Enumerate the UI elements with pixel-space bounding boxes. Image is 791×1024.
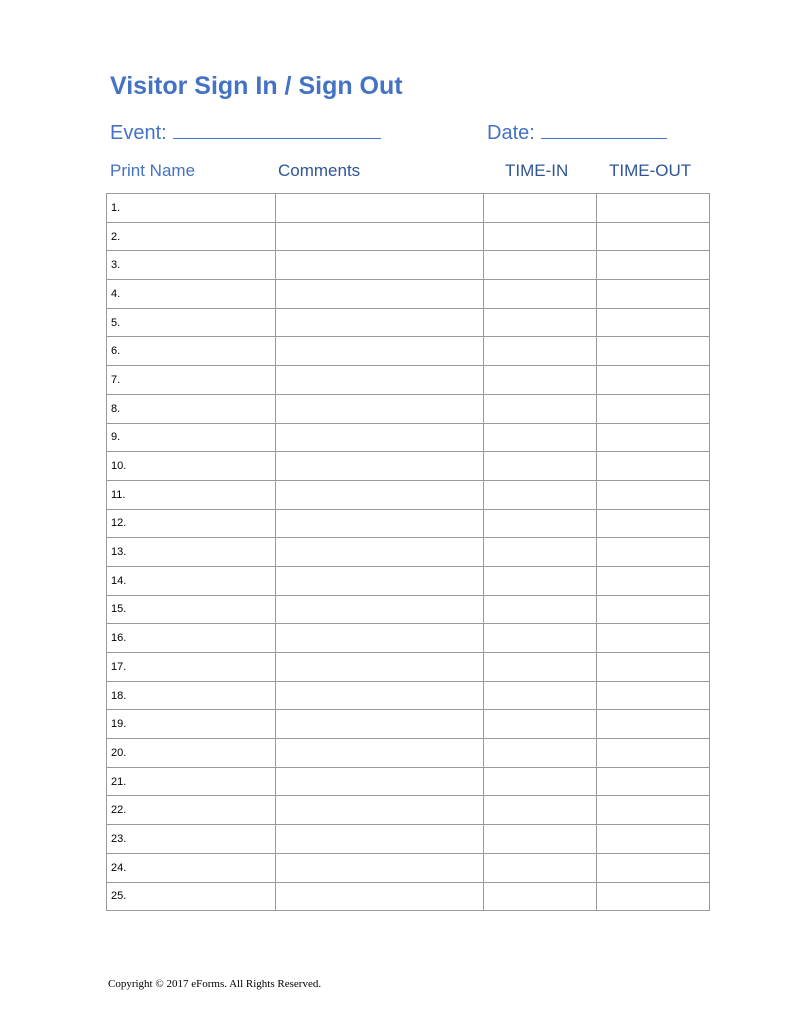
comments-cell[interactable] xyxy=(276,251,484,280)
row-number: 10. xyxy=(111,460,127,473)
comments-cell[interactable] xyxy=(276,337,484,366)
time-in-cell[interactable] xyxy=(484,251,597,280)
row-number: 7. xyxy=(111,373,121,386)
name-cell[interactable] xyxy=(107,653,276,682)
name-cell[interactable] xyxy=(107,366,276,395)
row-number: 11. xyxy=(111,488,126,501)
time-in-cell[interactable] xyxy=(484,825,597,854)
comments-cell[interactable] xyxy=(276,653,484,682)
name-cell[interactable] xyxy=(107,509,276,538)
row-number: 13. xyxy=(111,546,127,559)
date-label: Date: xyxy=(487,122,535,144)
time-out-cell[interactable] xyxy=(597,251,710,280)
time-out-cell[interactable] xyxy=(597,366,710,395)
date-blank-line[interactable] xyxy=(541,118,667,139)
row-number: 9. xyxy=(111,431,121,444)
comments-cell[interactable] xyxy=(276,595,484,624)
table-row xyxy=(107,624,710,653)
table-row xyxy=(107,595,710,624)
row-number: 24. xyxy=(111,861,127,874)
row-number: 25. xyxy=(111,890,127,903)
sign-in-table xyxy=(106,193,710,911)
time-in-cell[interactable] xyxy=(484,681,597,710)
table-row xyxy=(107,882,710,911)
comments-cell[interactable] xyxy=(276,280,484,309)
table-row xyxy=(107,308,710,337)
time-in-cell[interactable] xyxy=(484,653,597,682)
date-field xyxy=(487,118,667,145)
time-out-cell[interactable] xyxy=(597,739,710,768)
row-number: 5. xyxy=(111,316,121,329)
name-cell[interactable] xyxy=(107,308,276,337)
time-out-cell[interactable] xyxy=(597,681,710,710)
table-row xyxy=(107,538,710,567)
time-in-cell[interactable] xyxy=(484,480,597,509)
comments-cell[interactable] xyxy=(276,767,484,796)
row-number: 16. xyxy=(111,632,127,645)
name-cell[interactable] xyxy=(107,710,276,739)
comments-cell[interactable] xyxy=(276,366,484,395)
time-in-cell[interactable] xyxy=(484,509,597,538)
row-number: 3. xyxy=(111,259,121,272)
comments-cell[interactable] xyxy=(276,624,484,653)
event-blank-line[interactable] xyxy=(173,118,381,139)
time-out-cell[interactable] xyxy=(597,882,710,911)
row-number: 8. xyxy=(111,402,121,415)
row-number: 19. xyxy=(111,718,127,731)
comments-cell[interactable] xyxy=(276,681,484,710)
table-row xyxy=(107,566,710,595)
table-row xyxy=(107,681,710,710)
copyright-notice: Copyright © 2017 eForms. All Rights Reserved. xyxy=(108,978,322,990)
time-in-cell[interactable] xyxy=(484,394,597,423)
time-out-cell[interactable] xyxy=(597,566,710,595)
comments-cell[interactable] xyxy=(276,423,484,452)
time-in-cell[interactable] xyxy=(484,366,597,395)
time-in-cell[interactable] xyxy=(484,739,597,768)
comments-cell[interactable] xyxy=(276,566,484,595)
time-out-cell[interactable] xyxy=(597,595,710,624)
table-row xyxy=(107,480,710,509)
row-number: 22. xyxy=(111,804,127,817)
name-cell[interactable] xyxy=(107,538,276,567)
comments-cell[interactable] xyxy=(276,853,484,882)
row-number: 4. xyxy=(111,287,121,300)
time-in-cell[interactable] xyxy=(484,194,597,223)
row-number: 23. xyxy=(111,832,127,845)
comments-cell[interactable] xyxy=(276,509,484,538)
time-in-cell[interactable] xyxy=(484,538,597,567)
table-row xyxy=(107,280,710,309)
column-header-print-name: Print Name xyxy=(110,161,196,180)
name-cell[interactable] xyxy=(107,194,276,223)
table-row xyxy=(107,710,710,739)
time-out-cell[interactable] xyxy=(597,538,710,567)
sign-in-table-body xyxy=(107,194,710,911)
time-in-cell[interactable] xyxy=(484,222,597,251)
name-cell[interactable] xyxy=(107,681,276,710)
time-in-cell[interactable] xyxy=(484,767,597,796)
row-number: 20. xyxy=(111,746,127,759)
comments-cell[interactable] xyxy=(276,538,484,567)
time-in-cell[interactable] xyxy=(484,566,597,595)
name-cell[interactable] xyxy=(107,337,276,366)
name-cell[interactable] xyxy=(107,480,276,509)
time-in-cell[interactable] xyxy=(484,853,597,882)
name-cell[interactable] xyxy=(107,624,276,653)
table-row xyxy=(107,825,710,854)
time-out-cell[interactable] xyxy=(597,710,710,739)
comments-cell[interactable] xyxy=(276,394,484,423)
form-title: Visitor Sign In / Sign Out xyxy=(110,72,403,100)
table-row xyxy=(107,366,710,395)
row-number: 18. xyxy=(111,689,127,702)
time-out-cell[interactable] xyxy=(597,480,710,509)
table-row xyxy=(107,796,710,825)
table-row xyxy=(107,853,710,882)
name-cell[interactable] xyxy=(107,394,276,423)
column-header-comments: Comments xyxy=(278,161,361,180)
time-in-cell[interactable] xyxy=(484,280,597,309)
row-number: 14. xyxy=(111,574,127,587)
time-out-cell[interactable] xyxy=(597,222,710,251)
time-in-cell[interactable] xyxy=(484,882,597,911)
table-row xyxy=(107,767,710,796)
time-in-cell[interactable] xyxy=(484,337,597,366)
name-cell[interactable] xyxy=(107,796,276,825)
event-label: Event: xyxy=(110,122,167,144)
time-in-cell[interactable] xyxy=(484,710,597,739)
time-in-cell[interactable] xyxy=(484,595,597,624)
time-out-cell[interactable] xyxy=(597,853,710,882)
name-cell[interactable] xyxy=(107,280,276,309)
comments-cell[interactable] xyxy=(276,825,484,854)
comments-cell[interactable] xyxy=(276,739,484,768)
name-cell[interactable] xyxy=(107,222,276,251)
name-cell[interactable] xyxy=(107,452,276,481)
name-cell[interactable] xyxy=(107,251,276,280)
name-cell[interactable] xyxy=(107,825,276,854)
table-row xyxy=(107,194,710,223)
table-row xyxy=(107,509,710,538)
time-in-cell[interactable] xyxy=(484,624,597,653)
name-cell[interactable] xyxy=(107,882,276,911)
name-cell[interactable] xyxy=(107,853,276,882)
time-out-cell[interactable] xyxy=(597,796,710,825)
time-out-cell[interactable] xyxy=(597,423,710,452)
time-out-cell[interactable] xyxy=(597,653,710,682)
table-row xyxy=(107,739,710,768)
time-out-cell[interactable] xyxy=(597,194,710,223)
row-number: 15. xyxy=(111,603,127,616)
time-in-cell[interactable] xyxy=(484,423,597,452)
table-row xyxy=(107,222,710,251)
time-in-cell[interactable] xyxy=(484,308,597,337)
time-out-cell[interactable] xyxy=(597,825,710,854)
name-cell[interactable] xyxy=(107,566,276,595)
row-number: 17. xyxy=(111,660,127,673)
time-out-cell[interactable] xyxy=(597,624,710,653)
row-number: 6. xyxy=(111,345,121,358)
comments-cell[interactable] xyxy=(276,796,484,825)
column-header-time-in: TIME-IN xyxy=(505,161,569,180)
table-row xyxy=(107,337,710,366)
time-in-cell[interactable] xyxy=(484,796,597,825)
comments-cell[interactable] xyxy=(276,194,484,223)
comments-cell[interactable] xyxy=(276,308,484,337)
row-number: 21. xyxy=(111,775,127,788)
name-cell[interactable] xyxy=(107,739,276,768)
table-row xyxy=(107,653,710,682)
time-out-cell[interactable] xyxy=(597,394,710,423)
time-out-cell[interactable] xyxy=(597,452,710,481)
event-field xyxy=(110,118,381,145)
table-row xyxy=(107,452,710,481)
table-row xyxy=(107,394,710,423)
time-in-cell[interactable] xyxy=(484,452,597,481)
comments-cell[interactable] xyxy=(276,480,484,509)
table-row xyxy=(107,423,710,452)
time-out-cell[interactable] xyxy=(597,280,710,309)
row-number: 12. xyxy=(111,517,127,530)
name-cell[interactable] xyxy=(107,423,276,452)
column-header-time-out: TIME-OUT xyxy=(609,161,692,180)
time-out-cell[interactable] xyxy=(597,337,710,366)
comments-cell[interactable] xyxy=(276,882,484,911)
comments-cell[interactable] xyxy=(276,222,484,251)
table-row xyxy=(107,251,710,280)
time-out-cell[interactable] xyxy=(597,767,710,796)
comments-cell[interactable] xyxy=(276,710,484,739)
name-cell[interactable] xyxy=(107,767,276,796)
name-cell[interactable] xyxy=(107,595,276,624)
time-out-cell[interactable] xyxy=(597,509,710,538)
comments-cell[interactable] xyxy=(276,452,484,481)
time-out-cell[interactable] xyxy=(597,308,710,337)
row-number: 2. xyxy=(111,230,121,243)
row-number: 1. xyxy=(111,201,121,214)
